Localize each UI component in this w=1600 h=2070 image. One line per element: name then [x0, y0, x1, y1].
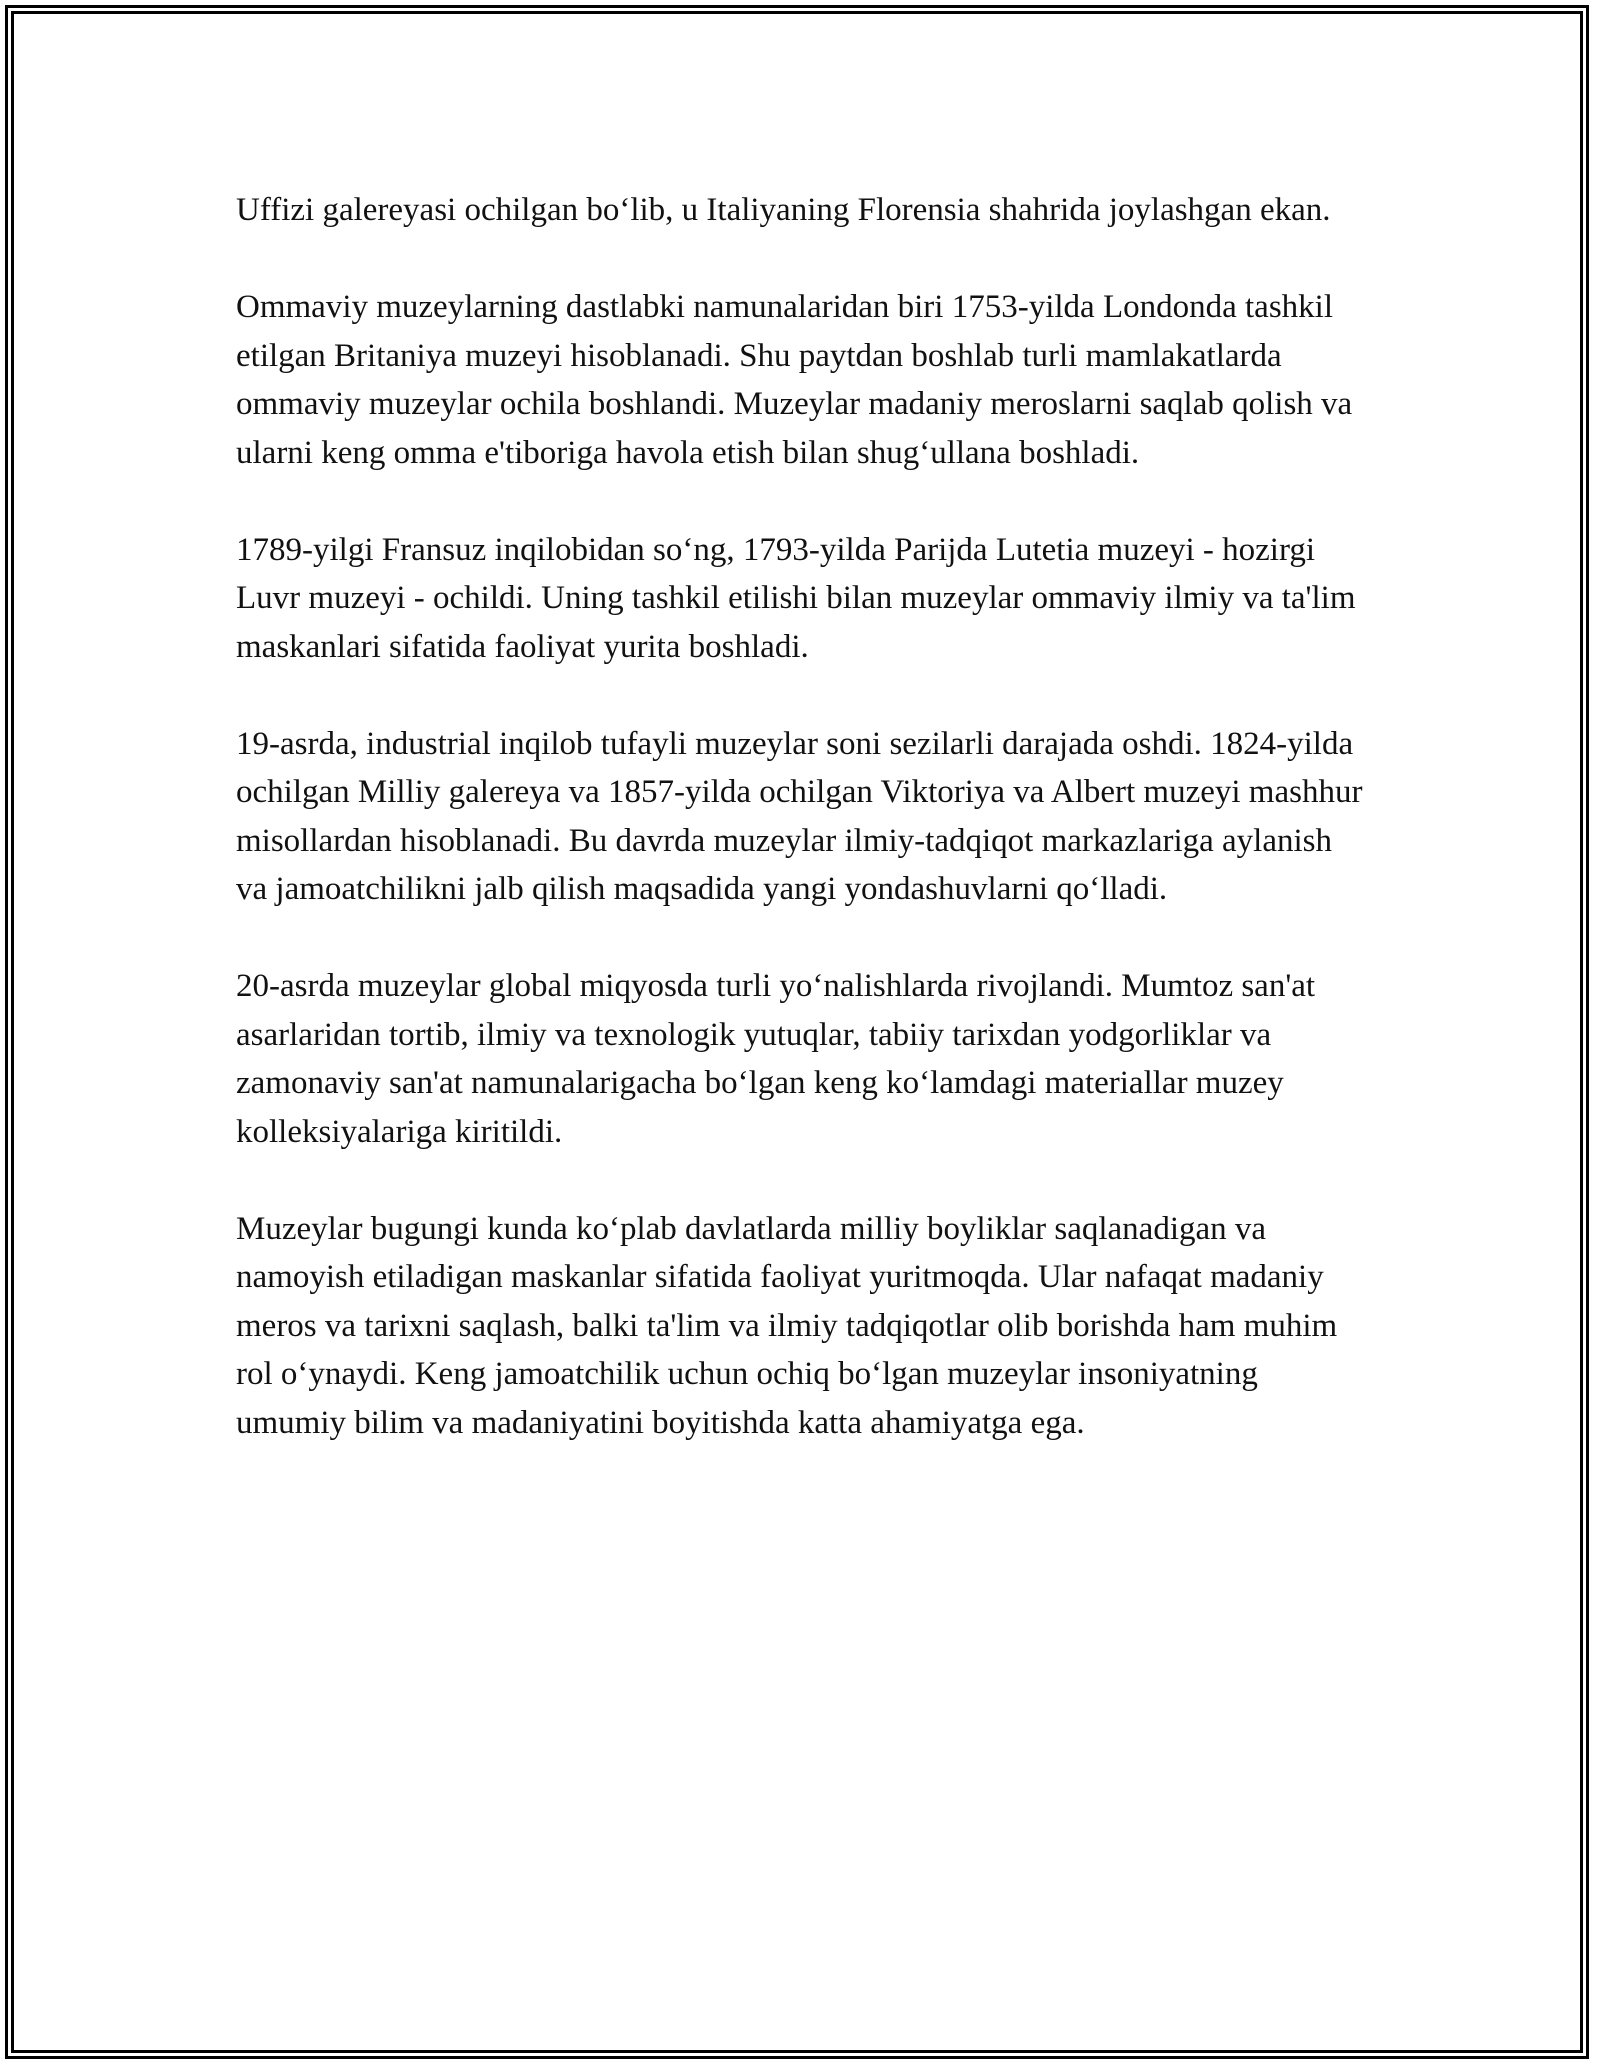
paragraph-20th-century: 20-asrda muzeylar global miqyosda turli yo‘nalishlarda rivojlandi. Mumtoz san'at asarlaridan tortib, ilmiy va texnologik yutuqlar, tabiiy tarixdan yodgorliklar va zamonaviy san'at namunalarigacha bo‘lgan keng ko‘lamdagi materiallar muzey kolleksiyalariga kiritildi. [236, 968, 1316, 1150]
paragraph-museums-today: Muzeylar bugungi kunda ko‘plab davlatlarda milliy boyliklar saqlanadigan va namoyish etiladigan maskanlar sifatida faoliyat yuritmoqda. Ular nafaqat madaniy meros va tarixni saqlash, balki ta'lim va ilmiy tadqiqotlar olib borishda ham muhim rol o‘ynaydi. Keng jamoatchilik uchun ochiq bo‘lgan muzeylar insoniyatning umumiy bilim va madaniyatini boyitishda katta ahamiyatga ega. [236, 1210, 1338, 1441]
paragraph-19th-century: 19-asrda, industrial inqilob tufayli muzeylar soni sezilarli darajada oshdi. 1824-yilda ochilgan Milliy galereya va 1857-yilda ochilgan Viktoriya va Albert muzeyi mashhur misollardan hisoblanadi. Bu davrda muzeylar ilmiy-tadqiqot markazlariga aylanish va jamoatchilikni jalb qilish maqsadida yangi yondashuvlarni qo‘lladi. [236, 725, 1363, 907]
document-body [236, 186, 1366, 1496]
paragraph-british-museum: Ommaviy muzeylarning dastlabki namunalaridan biri 1753-yilda Londonda tashkil etilgan Britaniya muzeyi hisoblanadi. Shu paytdan boshlab turli mamlakatlarda ommaviy muzeylar ochila boshlandi. Muzeylar madaniy meroslarni saqlab qolish va ularni keng omma e'tiboriga havola etish bilan shug‘ullana boshladi. [236, 289, 1353, 471]
paragraph-uffizi: Uffizi galereyasi ochilgan bo‘lib, u Italiyaning Florensia shahrida joylashgan ekan. [236, 192, 1331, 228]
paragraph-louvre: 1789-yilgi Fransuz inqilobidan so‘ng, 1793-yilda Parijda Lutetia muzeyi - hozirgi Luvr muzeyi - ochildi. Uning tashkil etilishi bilan muzeylar ommaviy ilmiy va ta'lim maskanlari sifatida faoliyat yurita boshladi. [236, 531, 1356, 665]
